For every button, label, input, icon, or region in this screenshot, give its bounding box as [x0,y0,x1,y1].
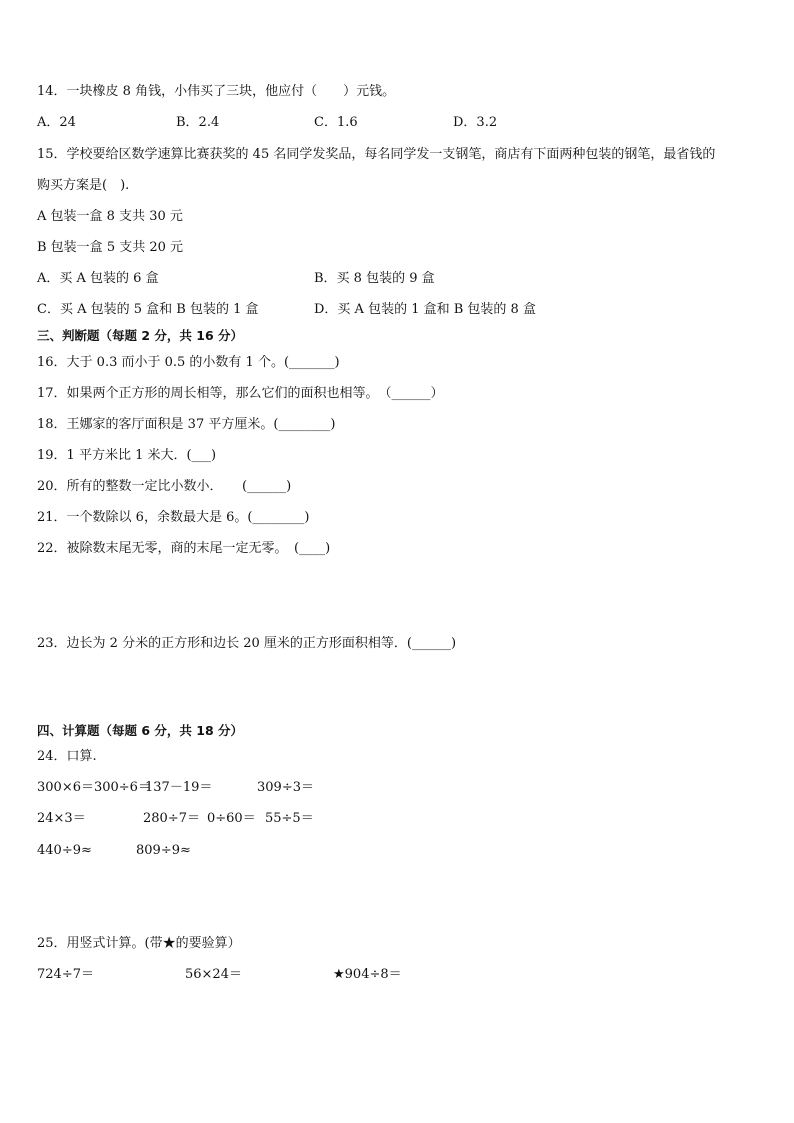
q18: 18．王娜家的客厅面积是 37 平方厘米。(________) [37,417,336,432]
q24-title: 24．口算. [37,749,97,764]
q14-option-a: A．24 [37,115,76,130]
q24-item: 280÷7＝ [143,811,200,826]
q14-option-b: B．2.4 [176,115,220,130]
q24-item: 137－19＝ [145,780,213,795]
q15-pack-a: A 包装一盒 8 支共 30 元 [37,209,183,224]
q16: 16．大于 0.3 而小于 0.5 的小数有 1 个。(_______) [37,355,340,370]
q14-option-c: C．1.6 [314,115,358,130]
q24-item: 809÷9≈ [136,843,191,858]
q15-option-c: C．买 A 包装的 5 盒和 B 包装的 1 盒 [37,302,259,317]
q15-option-d: D．买 A 包装的 1 盒和 B 包装的 8 盒 [314,302,536,317]
q25-item: 56×24＝ [185,967,242,982]
q15-option-b: B．买 8 包装的 9 盒 [314,271,435,286]
q23: 23．边长为 2 分米的正方形和边长 20 厘米的正方形面积相等．(______) [37,636,457,651]
q25-item: ★904÷8＝ [333,967,402,982]
q14-stem: 14．一块橡皮 8 角钱，小伟买了三块，他应付（ ）元钱。 [37,84,396,99]
q24-item: 55÷5＝ [265,811,314,826]
q21: 21．一个数除以 6，余数最大是 6。(________) [37,510,310,525]
q17: 17．如果两个正方形的周长相等，那么它们的面积也相等。 （______） [37,386,444,401]
q22: 22．被除数末尾无零，商的末尾一定无零。 (____) [37,541,331,556]
q25-item: 724÷7＝ [37,967,94,982]
q24-item: 24×3＝ [37,811,86,826]
q25-title: 25．用竖式计算。(带★的要验算） [37,936,241,951]
q24-item: 440÷9≈ [37,843,92,858]
q19: 19．1 平方米比 1 米大．(___) [37,448,217,463]
q15-stem-line1: 15．学校要给区数学速算比赛获奖的 45 名同学发奖品，每名同学发一支钢笔，商店有下面两种包装的钢笔，最省钱的 [37,147,716,162]
q24-item: 300×6＝300÷6＝ [37,780,151,795]
q15-stem-line2: 购买方案是( ). [37,178,130,193]
section4-heading: 四、计算题（每题 6 分，共 18 分） [37,723,244,738]
q20: 20．所有的整数一定比小数小． (______) [37,479,292,494]
q24-item: 309÷3＝ [257,780,314,795]
q24-item: 0÷60＝ [207,811,256,826]
q15-pack-b: B 包装一盒 5 支共 20 元 [37,240,184,255]
q15-option-a: A．买 A 包装的 6 盒 [37,271,159,286]
q14-option-d: D．3.2 [453,115,498,130]
section3-heading: 三、判断题（每题 2 分，共 16 分） [37,328,244,343]
